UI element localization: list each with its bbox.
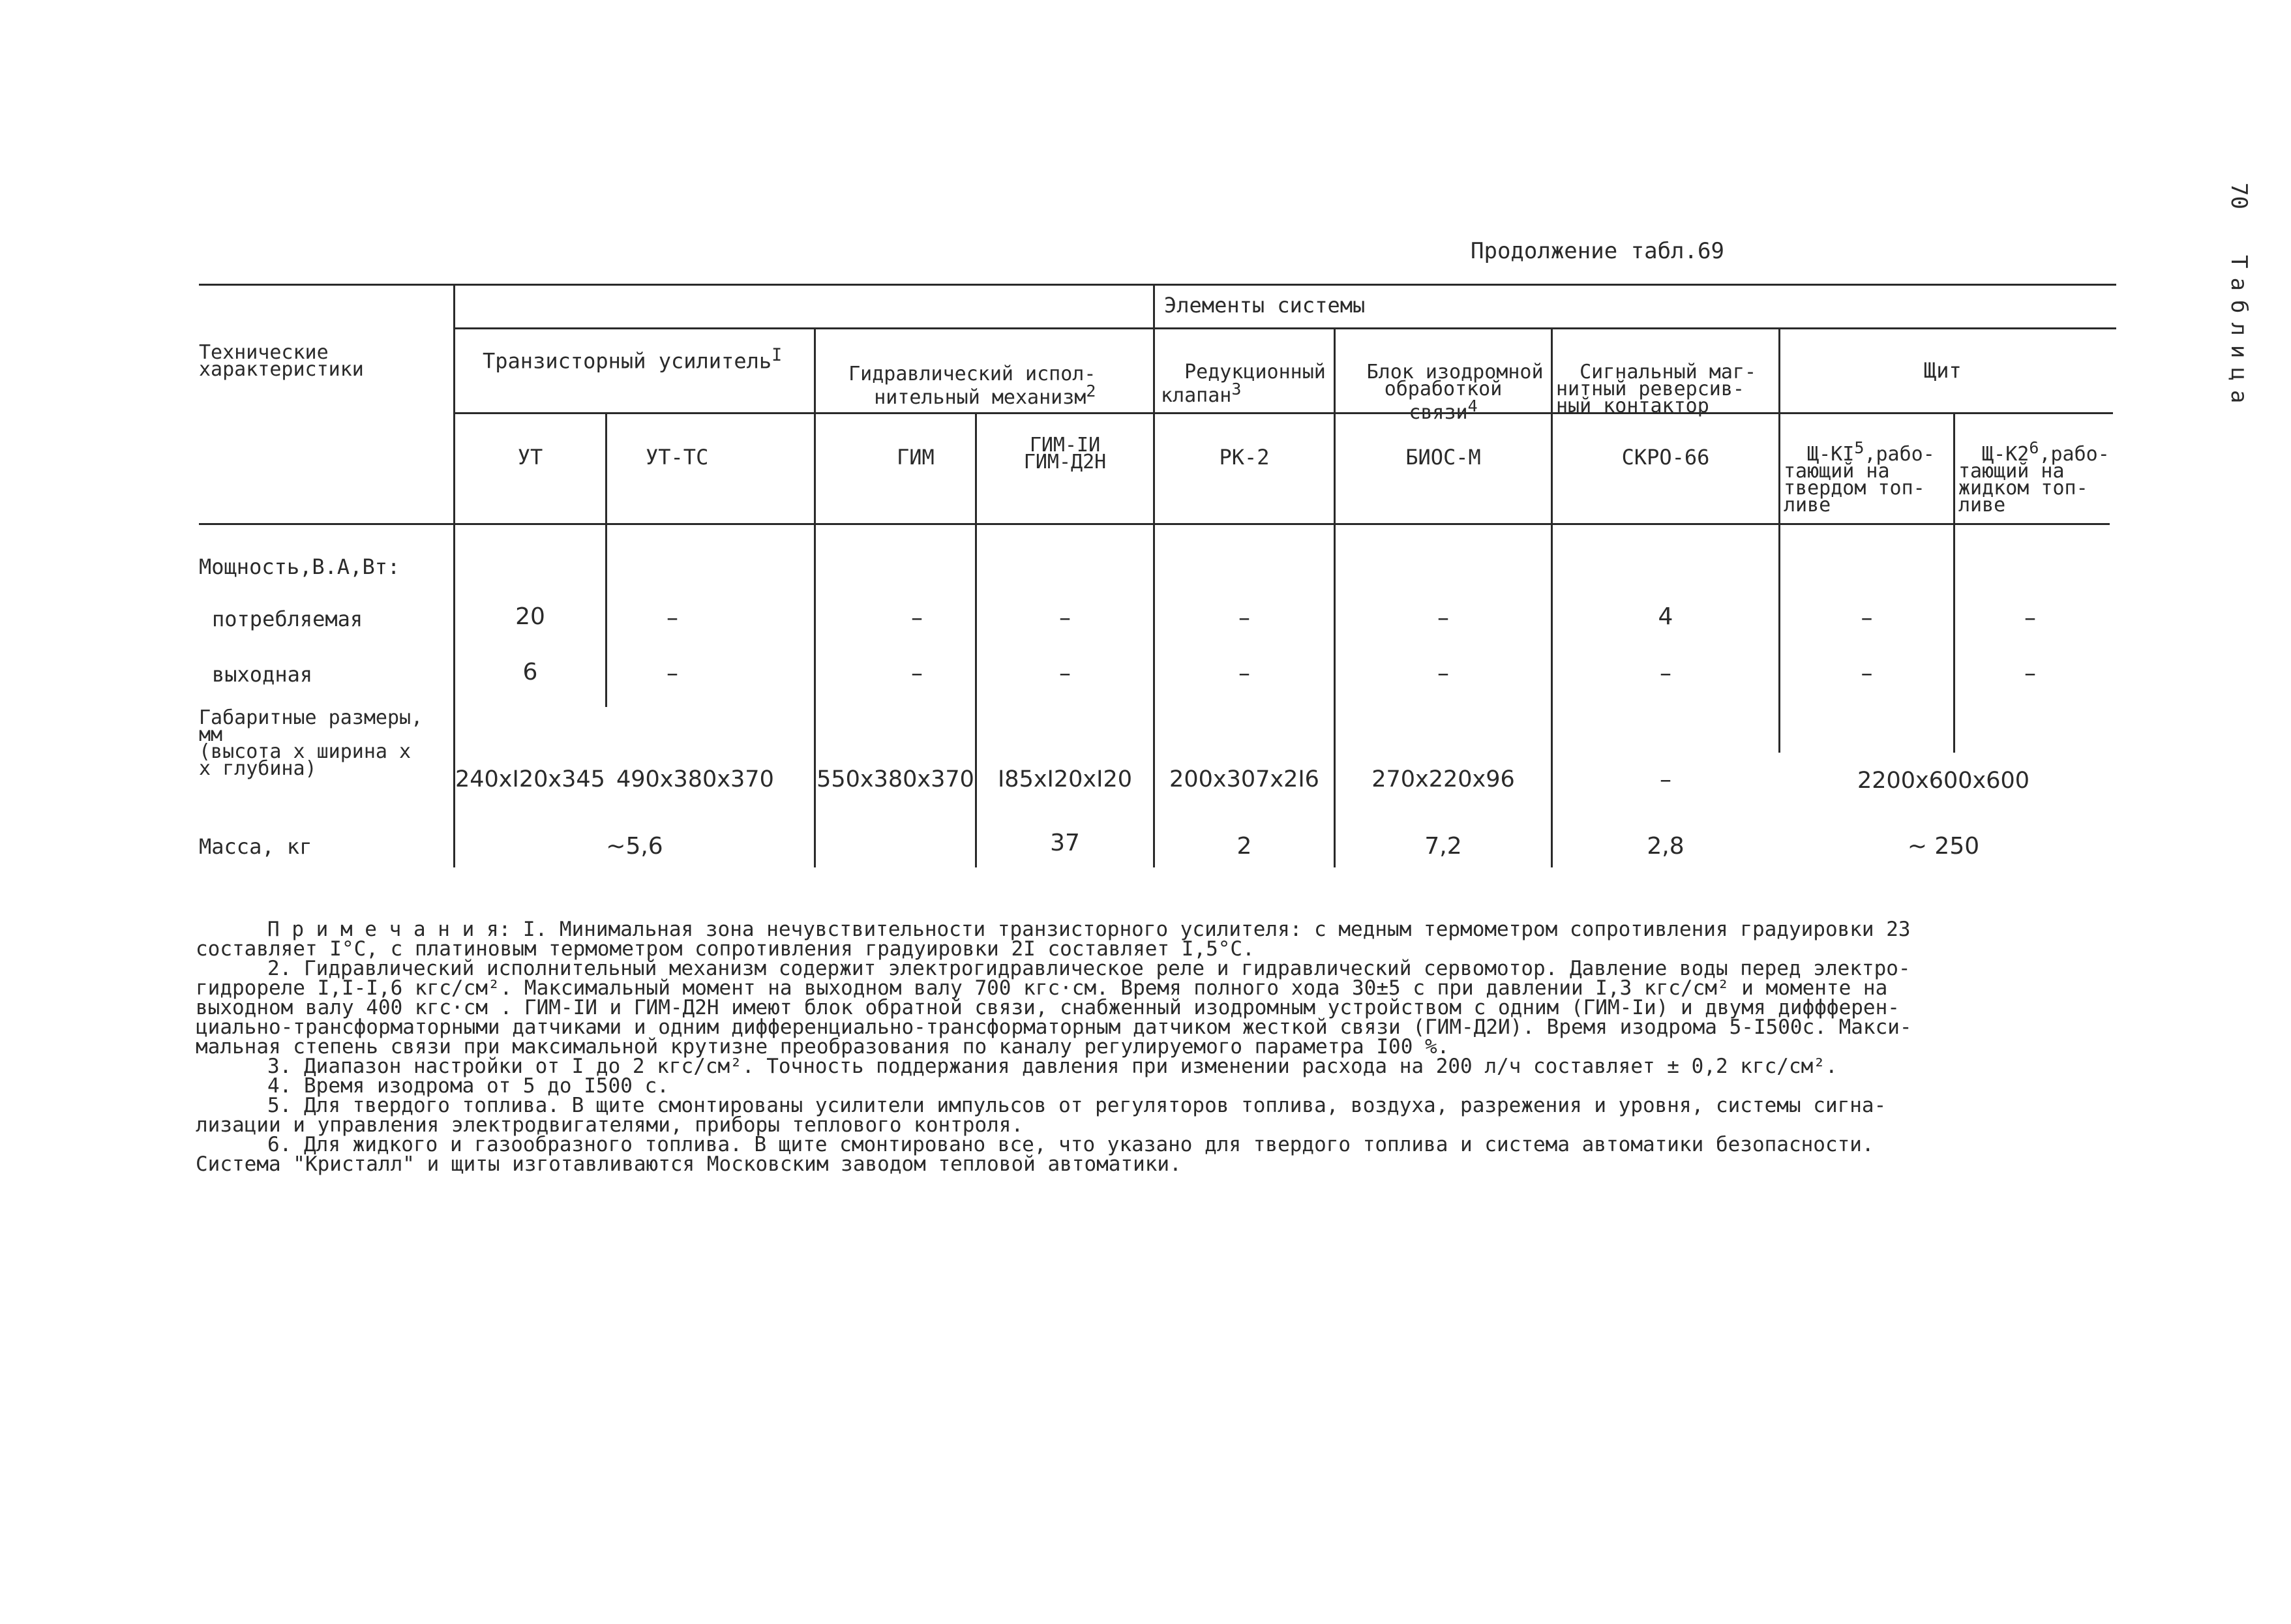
col-rk-2: РК-2	[1219, 445, 1270, 470]
group-reducing-valve: Редукционный клапан$^3$	[1161, 361, 1326, 407]
col-gim-1i-d2n: ГИМ-IИ ГИМ-Д2Н	[1023, 434, 1107, 474]
group-magnetic-contactor: Сигнальный маг- нитный реверсив- ный контактор	[1556, 361, 1757, 417]
col-shield-k1: $Щ-КI^5,рабо-$ тающий на твердом топ- ливе	[1784, 438, 1935, 517]
note-line: 5. Для твердого топлива. В щите смонтированы усилители импульсов от регуляторов топлива, воздуха, разрежения и уровня, системы сигна-	[267, 1094, 1887, 1117]
group-hydraulic-mechanism: Гидравлический испол- нительный механизм$^2$	[848, 363, 1096, 409]
row-label-consumed: потребляемая	[212, 607, 363, 631]
cell-mass-bios-m: 7,2	[1424, 833, 1462, 860]
cell-consumed-skro-66: 4	[1658, 603, 1673, 630]
cell-output-ut: 6	[522, 659, 538, 685]
cell-output-gim-1i: –	[1059, 660, 1071, 687]
cell-output-bios-m: –	[1437, 660, 1449, 687]
cell-dims-ut-ts: 490х380х370	[616, 766, 774, 792]
note-line: выходном валу 400 кгс·см . ГИМ-IИ и ГИМ-Д2Н имеют блок обратной связи, снабженный изодромным устройством с одним (ГИМ-Iи) и двумя диффферен-	[196, 996, 1900, 1019]
cell-dims-gim: 550х380х370	[816, 766, 974, 792]
note-line: П р и м е ч а н и я: I. Минимальная зона нечувствительности транзисторного усилителя: с медным термометром сопротивления градуировки 23	[267, 918, 1911, 941]
col-ut-ts: УТ-ТС	[646, 445, 709, 470]
cell-dims-rk-2: 200х307х2I6	[1169, 766, 1319, 792]
group-transistor-amplifier: Транзисторный усилитель$^I$	[483, 345, 783, 374]
header-tech-characteristics: Технические характеристики	[199, 341, 364, 381]
cell-dims-shield: 2200х600х600	[1857, 768, 2030, 794]
note-line: 3. Диапазон настройки от I до 2 кгс/см². Точность поддержания давления при изменении расхода на 200 л/ч составляет ± 0,2 кгс/см².	[267, 1055, 1838, 1078]
cell-mass-shield: ~ 250	[1907, 833, 1980, 860]
cell-mass-skro-66: 2,8	[1647, 833, 1685, 860]
cell-mass-rk-2: 2	[1236, 833, 1252, 860]
cell-output-rk-2: –	[1238, 660, 1250, 687]
note-line: гидрореле I,I-I,6 кгс/см². Максимальный момент на выходном валу 700 кгс·см. Время полного хода 30±5 с при давлении I,3 кгс/см² и моменте на	[196, 976, 1888, 1000]
table-caption: Продолжение табл.69	[1471, 238, 1724, 264]
note-line: Система "Кристалл" и щиты изготавливаются Московским заводом тепловой автоматики.	[196, 1152, 1182, 1176]
group-isodrome-block: Блок изодромной обработкой связи$^4$	[1366, 361, 1544, 424]
cell-consumed-bios-m: –	[1437, 605, 1449, 631]
cell-output-ut-ts: –	[666, 660, 678, 687]
note-line: 2. Гидравлический исполнительный механизм содержит электрогидравлическое реле и гидравлический сервомотор. Давление воды перед электро-	[267, 957, 1911, 980]
cell-output-skro-66: –	[1660, 660, 1671, 687]
cell-consumed-k1: –	[1861, 605, 1873, 631]
cell-dims-skro-66: –	[1660, 766, 1671, 793]
group-shield: Щит	[1924, 358, 1962, 383]
table-side-title: Таблица	[2226, 254, 2252, 413]
cell-consumed-gim: –	[911, 605, 923, 631]
row-label-output: выходная	[212, 662, 313, 687]
cell-output-gim: –	[911, 660, 923, 687]
cell-output-k1: –	[1861, 660, 1873, 687]
note-line: составляет I°С, с платиновым термометром сопротивления градуировки 2I составляет I,5°С.	[196, 937, 1255, 961]
col-shield-k2: $Щ-К2^6,рабо-$ тающий на жидком топ- ливе	[1958, 438, 2110, 517]
cell-consumed-gim-1i: –	[1059, 605, 1071, 631]
note-line: лизации и управления электродвигателями, приборы теплового контроля.	[196, 1113, 1024, 1137]
cell-mass-gim-1i: 37	[1050, 830, 1080, 856]
cell-consumed-k2: –	[2024, 605, 2036, 631]
cell-consumed-ut-ts: –	[666, 605, 678, 631]
cell-mass-transistor: ~5,6	[606, 833, 663, 860]
note-line: 4. Время изодрома от 5 до I500 с.	[267, 1074, 669, 1098]
col-bios-m: БИОС-М	[1405, 445, 1481, 470]
table-notes	[196, 920, 2152, 1174]
cell-dims-ut: 240хI20х345	[455, 766, 605, 792]
note-line: 6. Для жидкого и газообразного топлива. В щите смонтировано все, что указано для твердого топлива и система автоматики безопасности.	[267, 1133, 1874, 1156]
cell-consumed-ut: 20	[515, 603, 545, 630]
cell-dims-gim-1i: I85хI20хI20	[997, 766, 1132, 792]
col-ut: УТ	[517, 445, 543, 470]
header-system-elements: Элементы системы	[1164, 293, 1366, 318]
note-line: мальная степень связи при максимальной крутизне преобразования по каналу регулируемого параметра I00 %.	[196, 1035, 1450, 1059]
col-gim: ГИМ	[897, 445, 935, 470]
cell-consumed-rk-2: –	[1238, 605, 1250, 631]
row-label-mass: Масса, кг	[199, 834, 312, 859]
note-line: циально-трансформаторными датчиками и одним дифференциально-трансформаторным датчиком жесткой связи (ГИМ-Д2И). Время изодрома 5-I500с. Макси-	[196, 1015, 1912, 1039]
row-label-power: Мощность,В.А,Вт:	[199, 554, 400, 579]
col-skro-66: СКРО-66	[1621, 445, 1710, 470]
row-label-dims: Габаритные размеры, мм (высота х ширина х х глубина)	[199, 706, 423, 780]
page-number: 70	[2226, 183, 2252, 209]
cell-output-k2: –	[2024, 660, 2036, 687]
cell-dims-bios-m: 270х220х96	[1371, 766, 1515, 792]
side-label-block	[2226, 183, 2265, 412]
